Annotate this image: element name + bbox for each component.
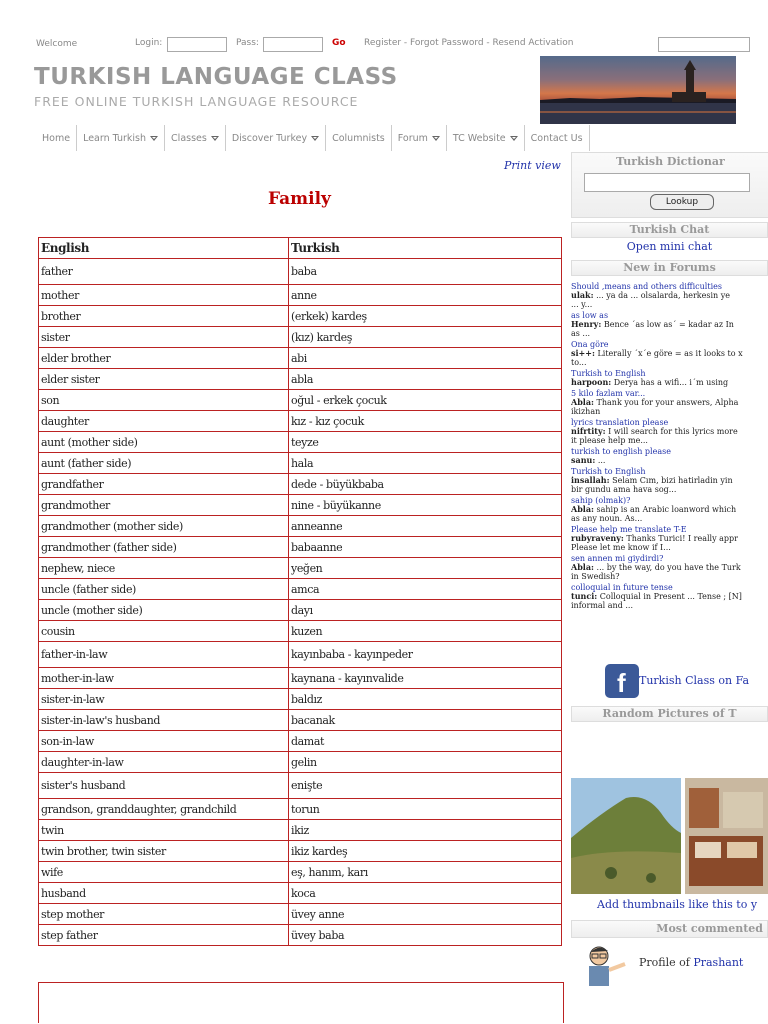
table-row — [39, 752, 562, 773]
forum-post-text: Colloquial in Present ... Tense ; [N] — [599, 592, 742, 601]
forum-post-item — [571, 583, 768, 610]
profile-line — [639, 956, 743, 969]
table-row — [39, 369, 562, 390]
nav-label: Forum — [397, 132, 428, 144]
table-row — [39, 841, 562, 862]
forum-post-item — [571, 418, 768, 445]
account-links[interactable]: Register - Forgot Password - Resend Activation — [364, 38, 574, 48]
column-header-turkish: Turkish — [289, 238, 562, 259]
comment-box — [38, 982, 564, 1023]
forum-list — [571, 282, 768, 610]
turkish-cell: teyze — [289, 432, 562, 453]
dropdown-arrow-icon — [432, 136, 440, 141]
forum-post-excerpt — [571, 349, 768, 358]
forum-post-text: ... by the way, do you have the Turk — [596, 563, 741, 572]
forum-post-author: Abla: — [571, 562, 594, 572]
english-cell: wife — [39, 862, 289, 883]
forum-post-excerpt — [571, 427, 768, 436]
turkish-cell: abi — [289, 348, 562, 369]
forum-post-excerpt-more: in Swedish? — [571, 572, 620, 581]
nav-label: Discover Turkey — [231, 132, 308, 144]
site-subtitle: FREE ONLINE TURKISH LANGUAGE RESOURCE — [34, 94, 359, 109]
login-label: Login: — [135, 38, 163, 48]
nav-classes[interactable] — [165, 125, 226, 151]
nav-label: Columnists — [332, 132, 385, 144]
thumbnail-gallery — [571, 778, 768, 894]
table-header-row — [39, 238, 562, 259]
nav-home[interactable] — [36, 125, 77, 151]
site-title: TURKISH LANGUAGE CLASS — [34, 64, 398, 90]
search-input[interactable] — [658, 37, 750, 52]
nav-label: Contact Us — [530, 132, 583, 144]
forum-post-excerpt — [571, 476, 768, 485]
forum-post-author: ulak: — [571, 290, 594, 300]
turkish-cell: anneanne — [289, 516, 562, 537]
english-cell: father — [39, 259, 289, 285]
random-pictures-title: Random Pictures of T — [571, 706, 768, 722]
english-cell: mother — [39, 285, 289, 306]
turkish-cell: babaanne — [289, 537, 562, 558]
turkish-cell: üvey anne — [289, 904, 562, 925]
forum-post-excerpt-more: as ... — [571, 329, 591, 338]
forum-post-item — [571, 282, 768, 309]
table-row — [39, 348, 562, 369]
english-cell: step father — [39, 925, 289, 946]
nav-label: Classes — [171, 132, 207, 144]
english-cell: nephew, niece — [39, 558, 289, 579]
table-row — [39, 411, 562, 432]
english-cell: son — [39, 390, 289, 411]
forum-post-title-link[interactable]: Please help me translate T-E — [571, 525, 687, 534]
turkish-cell: abla — [289, 369, 562, 390]
forum-post-text: Derya has a wifi... i´m using — [613, 378, 729, 387]
turkish-cell: baldız — [289, 689, 562, 710]
table-row — [39, 799, 562, 820]
table-row — [39, 453, 562, 474]
forum-post-author: Abla: — [571, 504, 594, 514]
forum-post-title-link[interactable]: turkish to english please — [571, 447, 671, 456]
forum-post-text: Selam Cım, bizi hatirladin yin — [612, 476, 733, 485]
forum-post-text: ... ya da ... olsalarda, herkesin ye — [596, 291, 730, 300]
forum-post-author: tunci: — [571, 591, 598, 601]
english-cell: uncle (mother side) — [39, 600, 289, 621]
column-header-english: English — [39, 238, 289, 259]
forum-post-item — [571, 554, 768, 581]
chat-box — [571, 222, 768, 258]
forum-post-author: harpoon: — [571, 377, 612, 387]
forum-post-author: sanu: — [571, 455, 596, 465]
table-row — [39, 516, 562, 537]
dropdown-arrow-icon — [510, 136, 518, 141]
forum-post-excerpt-more: ikizhan — [571, 407, 601, 416]
table-row — [39, 773, 562, 799]
turkish-cell: (kız) kardeş — [289, 327, 562, 348]
turkish-cell: kız - kız çocuk — [289, 411, 562, 432]
nav-columnists[interactable] — [326, 125, 392, 151]
turkish-cell: gelin — [289, 752, 562, 773]
english-cell: sister's husband — [39, 773, 289, 799]
table-row — [39, 537, 562, 558]
english-cell: daughter-in-law — [39, 752, 289, 773]
table-row — [39, 904, 562, 925]
welcome-text: Welcome — [36, 39, 78, 49]
english-cell: mother-in-law — [39, 668, 289, 689]
profile-box — [571, 942, 768, 992]
lookup-button[interactable]: Lookup — [650, 194, 714, 210]
turkish-cell: kayınbaba - kayınpeder — [289, 642, 562, 668]
turkish-cell: hala — [289, 453, 562, 474]
turkish-cell: koca — [289, 883, 562, 904]
table-row — [39, 925, 562, 946]
forum-post-excerpt — [571, 563, 768, 572]
table-row — [39, 579, 562, 600]
random-pictures-box — [571, 706, 768, 726]
forum-post-item — [571, 496, 768, 523]
english-cell: elder sister — [39, 369, 289, 390]
profile-prefix: Profile of — [639, 956, 690, 969]
turkish-cell: dayı — [289, 600, 562, 621]
table-row — [39, 710, 562, 731]
turkish-cell: kaynana - kayınvalide — [289, 668, 562, 689]
forum-post-text: Bence ´as low as´ = kadar az In — [603, 320, 734, 329]
english-cell: daughter — [39, 411, 289, 432]
chat-title: Turkish Chat — [571, 222, 768, 238]
dictionary-box — [571, 152, 768, 218]
most-commented-box — [571, 920, 768, 940]
forum-post-title-link[interactable]: sen annen mi giydirdi? — [571, 554, 664, 563]
turkish-cell: bacanak — [289, 710, 562, 731]
turkish-cell: torun — [289, 799, 562, 820]
nav-tc-website[interactable] — [447, 125, 525, 151]
english-cell: sister-in-law's husband — [39, 710, 289, 731]
forum-post-text: Thanks Turici! I really appr — [626, 534, 738, 543]
turkish-cell: (erkek) kardeş — [289, 306, 562, 327]
forum-post-item — [571, 389, 768, 416]
forum-post-author: Abla: — [571, 397, 594, 407]
nav-forum[interactable] — [392, 125, 447, 151]
forum-post-author: rubyraveny: — [571, 533, 624, 543]
cartoon-avatar-icon — [581, 942, 629, 992]
english-cell: uncle (father side) — [39, 579, 289, 600]
nav-discover-turkey[interactable] — [226, 125, 326, 151]
forum-post-excerpt — [571, 505, 768, 514]
forum-post-text: Literally ´x´e göre = as it looks to x — [597, 349, 743, 358]
forum-post-author: nifrtity: — [571, 426, 606, 436]
english-cell: brother — [39, 306, 289, 327]
nav-label: TC Website — [452, 132, 506, 144]
table-row — [39, 327, 562, 348]
english-cell: elder brother — [39, 348, 289, 369]
forum-post-title-link[interactable]: Turkish to English — [571, 369, 646, 378]
go-button[interactable]: Go — [332, 38, 346, 48]
forum-post-excerpt — [571, 320, 768, 329]
turkish-cell: nine - büyükanne — [289, 495, 562, 516]
table-row — [39, 862, 562, 883]
english-cell: grandmother — [39, 495, 289, 516]
turkish-cell: enişte — [289, 773, 562, 799]
open-mini-chat-link[interactable]: Open mini chat — [626, 240, 713, 253]
english-cell: cousin — [39, 621, 289, 642]
english-cell: twin brother, twin sister — [39, 841, 289, 862]
table-row — [39, 689, 562, 710]
english-cell: aunt (mother side) — [39, 432, 289, 453]
facebook-link[interactable]: Turkish Class on Fa — [639, 674, 750, 687]
english-cell: step mother — [39, 904, 289, 925]
forum-post-title-link[interactable]: Ona göre — [571, 340, 609, 349]
forum-post-item — [571, 311, 768, 338]
dropdown-arrow-icon — [311, 136, 319, 141]
dictionary-input[interactable] — [584, 173, 750, 192]
dictionary-title: Turkish Dictionar — [616, 155, 725, 168]
english-cell: grandson, granddaughter, grandchild — [39, 799, 289, 820]
turkish-cell: kuzen — [289, 621, 562, 642]
facebook-box — [571, 660, 768, 704]
forum-post-author: si++: — [571, 348, 595, 358]
most-commented-title: Most commented — [571, 920, 768, 938]
forum-post-text: sahip is an Arabic loanword which — [596, 505, 737, 514]
table-row — [39, 495, 562, 516]
table-row — [39, 642, 562, 668]
turkish-cell: üvey baba — [289, 925, 562, 946]
table-row — [39, 390, 562, 411]
forum-post-text: ... — [597, 456, 606, 465]
english-cell: grandmother (father side) — [39, 537, 289, 558]
english-cell: father-in-law — [39, 642, 289, 668]
forum-post-title-link[interactable]: as low as — [571, 311, 609, 320]
login-input[interactable] — [167, 37, 227, 52]
forum-post-title-link[interactable]: 5 kilo fazlam var... — [571, 389, 646, 398]
table-row — [39, 820, 562, 841]
table-row — [39, 259, 562, 285]
forum-post-excerpt — [571, 534, 768, 543]
forum-post-text: I will search for this lyrics more — [608, 427, 738, 436]
forum-post-item — [571, 369, 768, 387]
forum-post-text: Thank you for your answers, Alpha — [596, 398, 739, 407]
table-row — [39, 474, 562, 495]
forum-post-excerpt-more: bir gundu ama hava sog... — [571, 485, 677, 494]
turkish-cell: ikiz — [289, 820, 562, 841]
english-cell: son-in-law — [39, 731, 289, 752]
vocabulary-table — [38, 237, 562, 946]
forum-post-excerpt — [571, 291, 768, 300]
table-row — [39, 558, 562, 579]
english-cell: aunt (father side) — [39, 453, 289, 474]
nav-label: Learn Turkish — [83, 132, 147, 144]
turkish-cell: ikiz kardeş — [289, 841, 562, 862]
forum-post-excerpt-more: as any noun. As... — [571, 514, 643, 523]
nav-learn-turkish[interactable] — [77, 125, 165, 151]
forum-post-item — [571, 525, 768, 552]
profile-name-link[interactable]: Prashant — [693, 956, 744, 969]
password-input[interactable] — [263, 37, 323, 52]
page-title: Family — [268, 189, 331, 209]
table-row — [39, 432, 562, 453]
random-picture-thumbnails[interactable] — [571, 778, 768, 894]
banner-image — [540, 56, 736, 124]
forum-post-title-link[interactable]: lyrics translation please — [571, 418, 669, 427]
forum-post-excerpt-more: to... — [571, 358, 587, 367]
pass-label: Pass: — [236, 38, 259, 48]
top-bar — [0, 36, 768, 56]
add-thumbnails-link[interactable]: Add thumbnails like this to y — [597, 898, 758, 911]
dropdown-arrow-icon — [150, 136, 158, 141]
english-cell: grandfather — [39, 474, 289, 495]
turkish-cell: dede - büyükbaba — [289, 474, 562, 495]
forum-post-excerpt — [571, 592, 768, 601]
english-cell: sister-in-law — [39, 689, 289, 710]
turkish-cell: anne — [289, 285, 562, 306]
forum-post-excerpt — [571, 398, 768, 407]
table-row — [39, 600, 562, 621]
forum-post-author: Henry: — [571, 319, 602, 329]
turkish-cell: damat — [289, 731, 562, 752]
forum-post-excerpt-more: it please help me... — [571, 436, 648, 445]
forum-post-excerpt-more: Please let me know if I... — [571, 543, 671, 552]
table-row — [39, 731, 562, 752]
turkish-cell: eş, hanım, karı — [289, 862, 562, 883]
table-row — [39, 285, 562, 306]
table-row — [39, 883, 562, 904]
facebook-icon[interactable]: f — [605, 664, 639, 698]
forum-post-author: insallah: — [571, 475, 610, 485]
forum-post-item — [571, 447, 768, 465]
nav-label: Home — [42, 132, 71, 144]
forum-post-title-link[interactable]: Turkish to English — [571, 467, 646, 476]
forum-post-title-link[interactable]: Should ,means and others difficulties — [571, 282, 722, 291]
print-view-link[interactable]: Print view — [504, 159, 561, 172]
table-row — [39, 621, 562, 642]
turkish-cell: amca — [289, 579, 562, 600]
table-row — [39, 306, 562, 327]
forum-post-excerpt — [571, 378, 768, 387]
turkish-cell: yeğen — [289, 558, 562, 579]
main-nav — [36, 125, 590, 151]
forums-box — [571, 260, 768, 652]
dropdown-arrow-icon — [211, 136, 219, 141]
forum-post-item — [571, 340, 768, 367]
forum-post-excerpt — [571, 456, 768, 465]
turkish-cell: oğul - erkek çocuk — [289, 390, 562, 411]
forum-post-excerpt-more: informal and ... — [571, 601, 633, 610]
forum-post-title-link[interactable]: colloquial in future tense — [571, 583, 673, 592]
forums-title: New in Forums — [571, 260, 768, 276]
english-cell: twin — [39, 820, 289, 841]
forum-post-excerpt-more: ... y... — [571, 300, 593, 309]
table-row — [39, 668, 562, 689]
english-cell: sister — [39, 327, 289, 348]
turkish-cell: baba — [289, 259, 562, 285]
forum-post-title-link[interactable]: sahip (olmak)? — [571, 496, 631, 505]
nav-contact-us[interactable] — [525, 125, 590, 151]
english-cell: husband — [39, 883, 289, 904]
forum-post-item — [571, 467, 768, 494]
english-cell: grandmother (mother side) — [39, 516, 289, 537]
